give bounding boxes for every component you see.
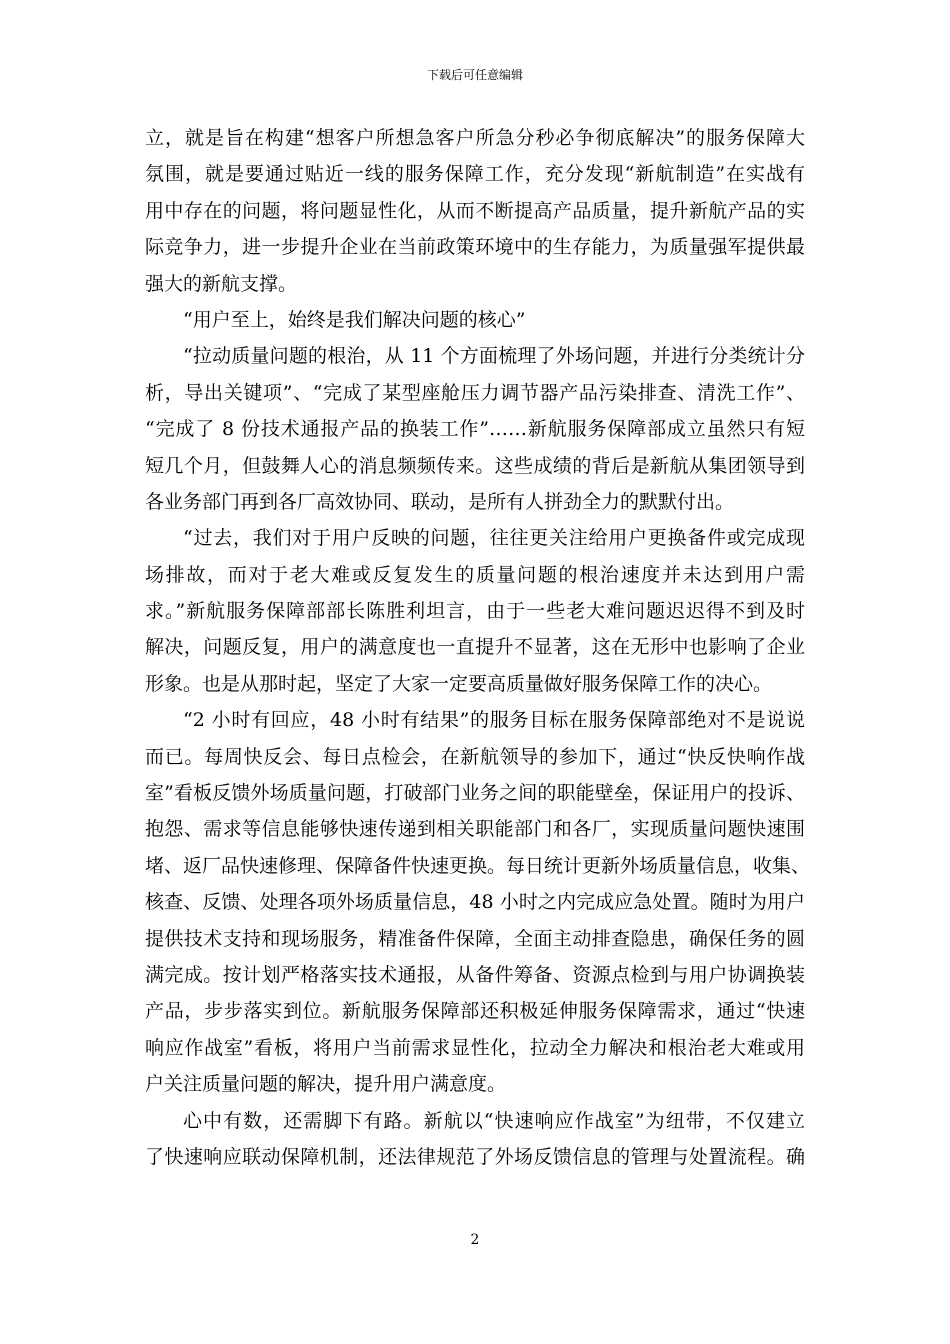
text-line: 形象。也是从那时起，坚定了大家一定要高质量做好服务保障工作的决心。 [145, 672, 773, 695]
text-line: “过去，我们对于用户反映的问题，往往更关注给用户更换备件或完成现 [183, 527, 805, 550]
text-line: “2 小时有回应，48 小时有结果”的服务目标在服务保障部绝对不是说说 [183, 709, 805, 732]
text-line: 场排故，而对于老大难或反复发生的质量问题的根治速度并未达到用户需 [145, 563, 805, 586]
text-line: 核查、反馈、处理各项外场质量信息，48 小时之内完成应急处置。随时为用户 [145, 891, 805, 914]
text-line: 立，就是旨在构建“想客户所想急客户所急分秒必争彻底解决”的服务保障大 [145, 127, 805, 149]
text-line: 各业务部门再到各厂高效协同、联动，是所有人拼劲全力的默默付出。 [145, 490, 735, 513]
text-line: “拉动质量问题的根治，从 11 个方面梳理了外场问题，并进行分类统计分 [183, 345, 805, 368]
text-line: 而已。每周快反会、每日点检会，在新航领导的参加下，通过“快反快响作战 [145, 745, 805, 768]
text-line: 响应作战室”看板，将用户当前需求显性化，拉动全力解决和根治老大难或用 [145, 1036, 805, 1059]
text-line: 堵、返厂品快速修理、保障备件快速更换。每日统计更新外场质量信息，收集、 [145, 854, 811, 877]
text-line: 提供技术支持和现场服务，精准备件保障，全面主动排查隐患，确保任务的圆 [145, 927, 805, 950]
page-number: 2 [470, 1232, 480, 1248]
text-line: 满完成。按计划严格落实技术通报，从备件筹备、资源点检到与用户协调换装 [145, 963, 805, 986]
text-line: 强大的新航支撑。 [145, 272, 298, 295]
text-line: 产品，步步落实到位。新航服务保障部还积极延伸服务保障需求，通过“快速 [145, 1000, 805, 1023]
paragraph [145, 302, 805, 338]
text-line: 抱怨、需求等信息能够快速传递到相关职能部门和各厂，实现质量问题快速围 [145, 818, 805, 841]
text-line: “完成了 8 份技术通报产品的换装工作”……新航服务保障部成立虽然只有短 [145, 418, 805, 441]
paragraph [145, 520, 805, 702]
text-line: 心中有数，还需脚下有路。新航以“快速响应作战室”为纽带，不仅建立 [183, 1109, 805, 1132]
text-line: 氛围，就是要通过贴近一线的服务保障工作，充分发现“新航制造”在实战有 [145, 163, 805, 186]
text-line: 求。”新航服务保障部部长陈胜利坦言，由于一些老大难问题迟迟得不到及时 [145, 600, 805, 623]
paragraph [145, 1103, 805, 1176]
text-line: 析，导出关键项”、“完成了某型座舱压力调节器产品污染排查、清洗工作”、 [145, 381, 805, 404]
text-line: 户关注质量问题的解决，提升用户满意度。 [145, 1073, 507, 1096]
page-header: 下载后可任意编辑 [426, 68, 523, 82]
text-line: 际竞争力，进一步提升企业在当前政策环境中的生存能力，为质量强军提供最 [145, 236, 805, 259]
document-body [145, 120, 811, 1175]
section-heading: “用户至上，始终是我们解决问题的核心” [183, 308, 526, 331]
paragraph [145, 120, 805, 302]
text-line: 用中存在的问题，将问题显性化，从而不断提高产品质量，提升新航产品的实 [145, 199, 805, 222]
paragraph [145, 702, 811, 1102]
text-line: 室”看板反馈外场质量问题，打破部门业务之间的职能壁垒，保证用户的投诉、 [145, 782, 805, 805]
text-line: 了快速响应联动保障机制，还法律规范了外场反馈信息的管理与处置流程。确 [145, 1145, 805, 1168]
text-line: 短几个月，但鼓舞人心的消息频频传来。这些成绩的背后是新航从集团领导到 [145, 454, 805, 477]
paragraph [145, 338, 805, 520]
text-line: 解决，问题反复，用户的满意度也一直提升不显著，这在无形中也影响了企业 [145, 636, 805, 659]
